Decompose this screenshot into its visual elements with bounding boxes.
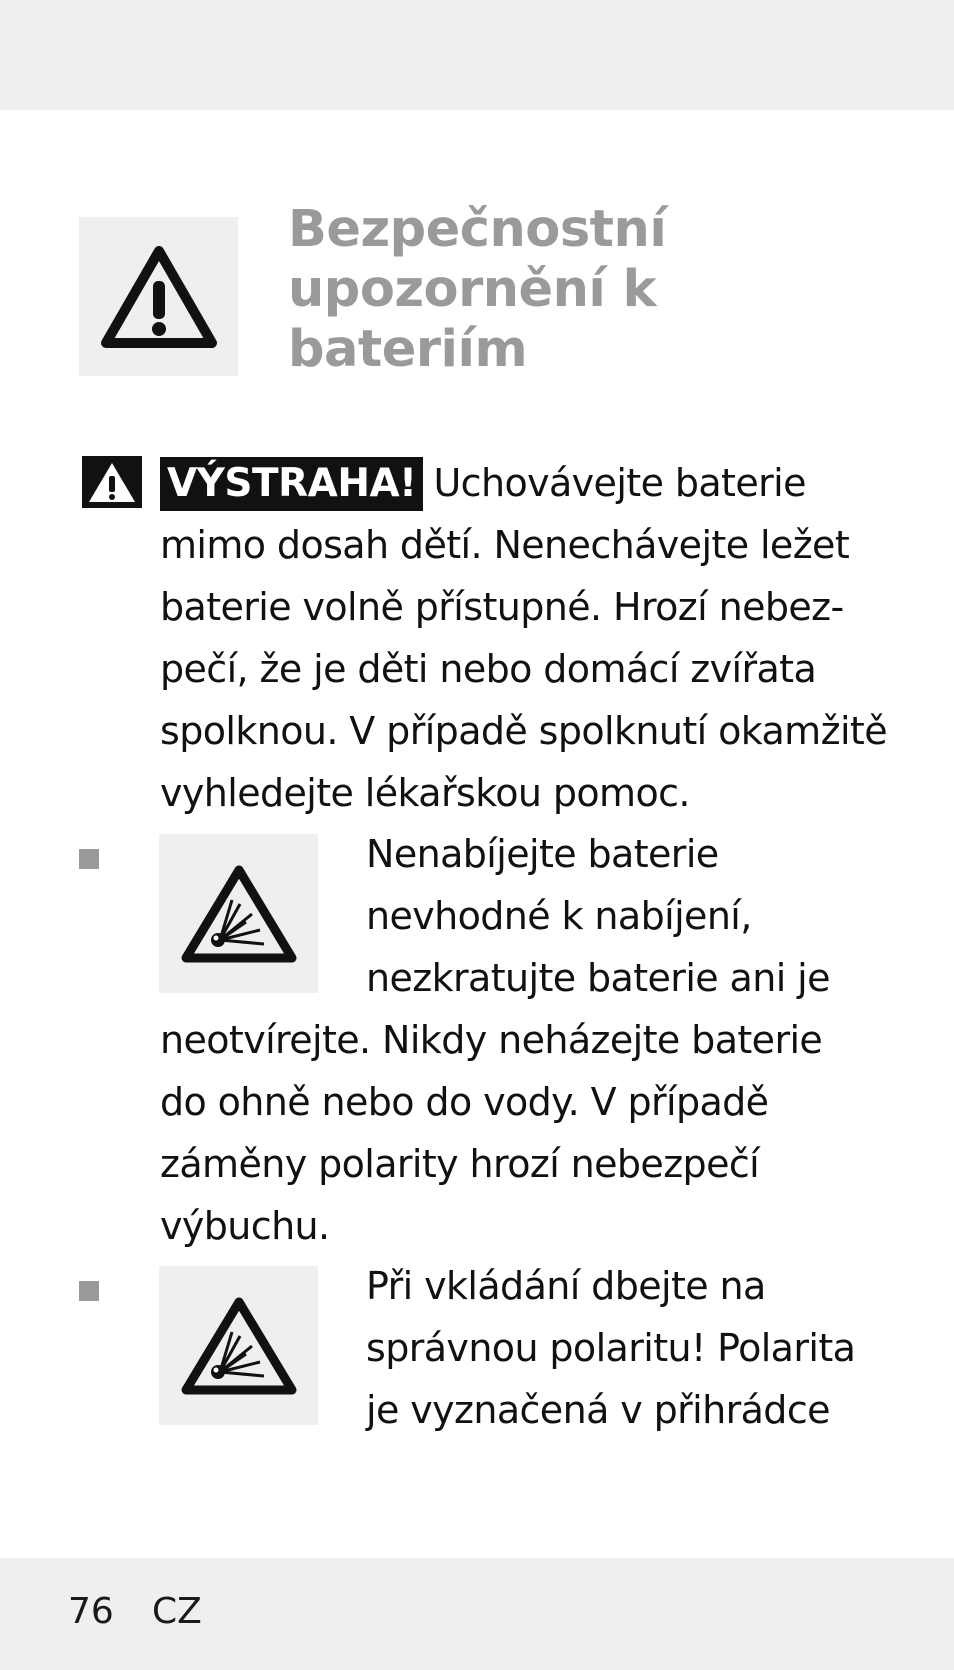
bottom-band [0, 1558, 954, 1670]
explosive-icon-box [159, 1266, 318, 1425]
title-line: Bezpečnostní [288, 200, 667, 259]
page-number: 76 [68, 1591, 114, 1632]
paragraph-line: záměny polarity hrozí nebezpečí [160, 1142, 760, 1186]
section-title [288, 200, 908, 380]
paragraph-line: Nenabíjejte baterie [366, 832, 719, 876]
paragraph-line: nezkratujte baterie ani je [366, 956, 830, 1000]
bullet-marker [79, 1281, 99, 1301]
bullet-1-full-text [160, 1009, 822, 1257]
bullet-2-side-text [366, 1255, 855, 1441]
warning-label: VÝSTRAHA! [160, 457, 423, 511]
top-band [0, 0, 954, 110]
warning-triangle-icon [100, 245, 218, 349]
paragraph-line: spolknou. V případě spolknutí okamžitě [160, 709, 887, 753]
warning-first-text: Uchovávejte baterie [433, 461, 806, 505]
warning-paragraph [160, 514, 920, 824]
explosive-icon-box [159, 834, 318, 993]
paragraph-line: správnou polaritu! Polarita [366, 1326, 856, 1370]
paragraph-line: mimo dosah dětí. Nenechávejte ležet [160, 523, 850, 567]
warning-triangle-small-icon [82, 456, 142, 508]
paragraph-line: neotvírejte. Nikdy neházejte baterie [160, 1018, 823, 1062]
page-language: CZ [152, 1591, 202, 1632]
paragraph-line: nevhodné k nabíjení, [366, 894, 752, 938]
paragraph-line: Při vkládání dbejte na [366, 1264, 766, 1308]
explosive-warning-icon [180, 1296, 298, 1396]
paragraph-line: je vyznačená v přihrádce [366, 1388, 830, 1432]
explosive-warning-icon [180, 864, 298, 964]
paragraph-line: vyhledejte lékařskou pomoc. [160, 771, 690, 815]
warning-first-line [82, 452, 882, 514]
title-line: upozornění k [288, 260, 657, 319]
bullet-1-side-text [366, 823, 830, 1009]
paragraph-line: výbuchu. [160, 1204, 330, 1248]
paragraph-line: pečí, že je děti nebo domácí zvířata [160, 647, 817, 691]
bullet-marker [79, 849, 99, 869]
paragraph-line: baterie volně přístupné. Hrozí nebez- [160, 585, 844, 629]
title-line: bateriím [288, 320, 528, 379]
paragraph-line: do ohně nebo do vody. V případě [160, 1080, 769, 1124]
header-icon-box [79, 217, 238, 376]
